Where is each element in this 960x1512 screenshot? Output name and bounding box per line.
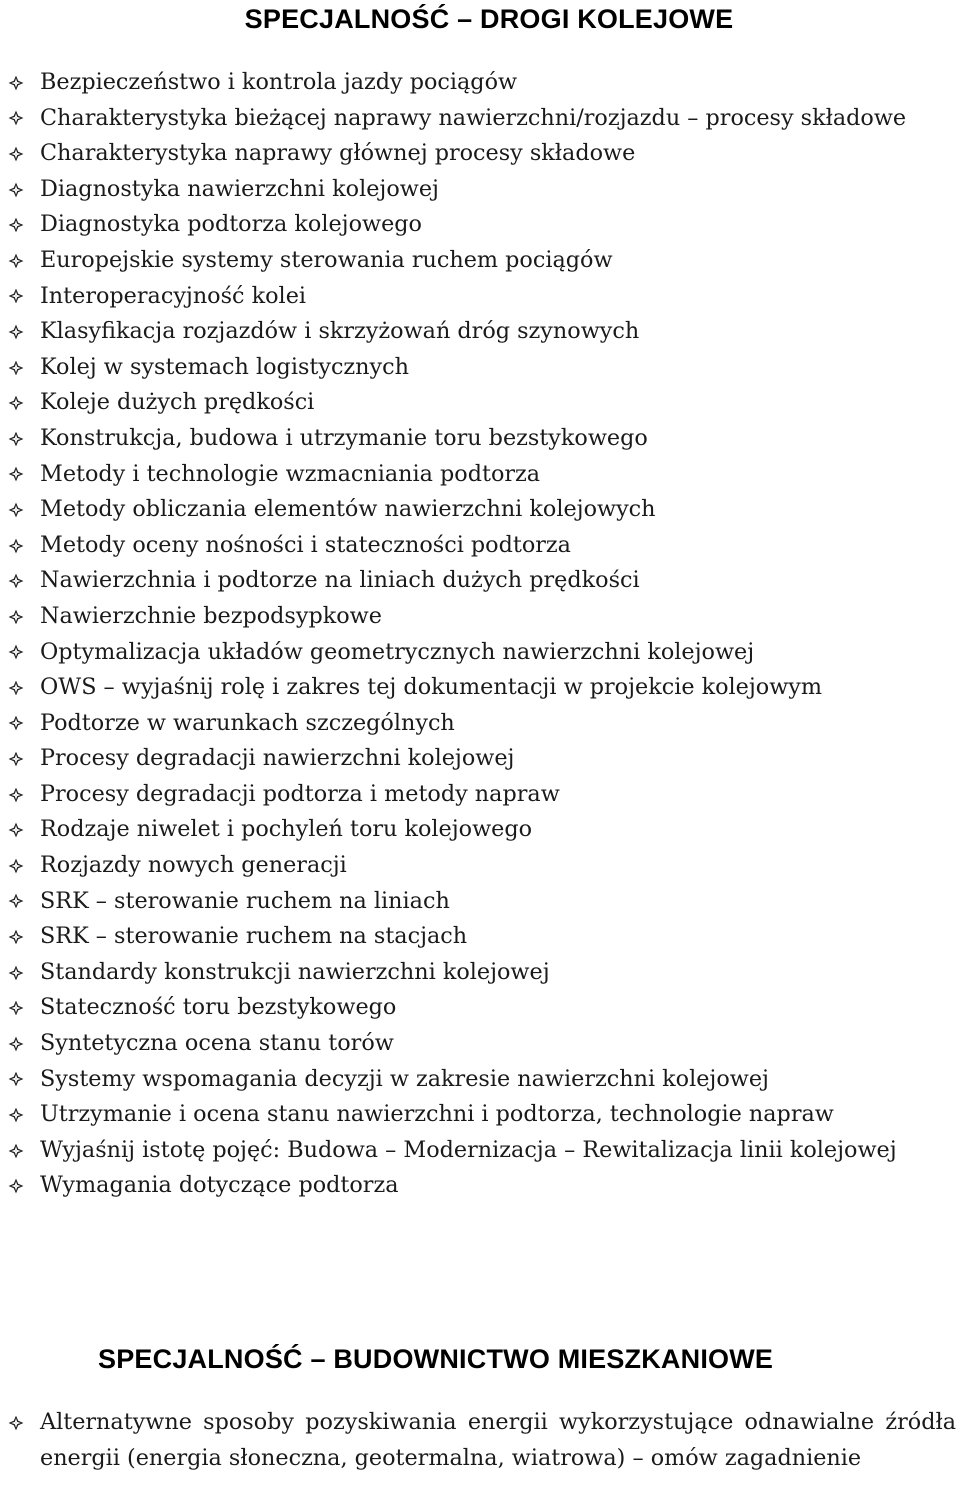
list-item-text: Charakterystyka naprawy głównej procesy składowe [40,140,636,167]
diamond-bullet-icon [4,1097,28,1133]
diamond-bullet-icon [4,1168,28,1204]
section-title-budownictwo-mieszkaniowe: SPECJALNOŚĆ – BUDOWNICTWO MIESZKANIOWE [98,1344,774,1374]
list-item [0,955,960,991]
diamond-bullet-icon [4,1133,28,1169]
diamond-bullet-icon [4,599,28,635]
list-item-text: Europejskie systemy sterowania ruchem pociągów [40,246,613,273]
diamond-bullet-icon [4,172,28,208]
list-item [0,457,960,493]
list-item-text: Wymagania dotyczące podtorza [40,1172,399,1199]
section-title-drogi-kolejowe: SPECJALNOŚĆ – DROGI KOLEJOWE [244,4,734,34]
diamond-bullet-icon [4,421,28,457]
diamond-bullet-icon [4,955,28,991]
diamond-bullet-icon [4,136,28,172]
list-item [0,1026,960,1062]
list-item [0,1405,960,1476]
list-item-text: Metody obliczania elementów nawierzchni kolejowych [40,496,656,523]
diamond-bullet-icon [4,385,28,421]
list-item-text: SRK – sterowanie ruchem na liniach [40,887,450,914]
list-item-text: Metody i technologie wzmacniania podtorza [40,460,541,487]
list-item-text: Rodzaje niwelet i pochyleń toru kolejowego [40,816,533,843]
list-item [0,350,960,386]
list-item [0,777,960,813]
list-item [0,528,960,564]
diamond-bullet-icon [4,563,28,599]
list-item-text: Standardy konstrukcji nawierzchni kolejowej [40,958,550,985]
diamond-bullet-icon [4,741,28,777]
list-item [0,812,960,848]
list-item-text: Alternatywne sposoby pozyskiwania energii wykorzystujące odnawialne źródła energii (energia słoneczna, geotermalna, wiatrowa) – omów zagadnienie [40,1409,956,1471]
list-item-text: Systemy wspomagania decyzji w zakresie nawierzchni kolejowej [40,1065,769,1092]
list-item-text: Diagnostyka podtorza kolejowego [40,211,422,238]
list-item [0,848,960,884]
diamond-bullet-icon [4,812,28,848]
diamond-bullet-icon [4,279,28,315]
list-item-text: Procesy degradacji nawierzchni kolejowej [40,745,515,772]
list-item-text: Wyjaśnij istotę pojęć: Budowa – Modernizacja – Rewitalizacja linii kolejowej [40,1136,897,1163]
diamond-bullet-icon [4,528,28,564]
diamond-bullet-icon [4,635,28,671]
list-item [0,1168,960,1204]
list-item-text: Nawierzchnia i podtorze na liniach dużych prędkości [40,567,640,594]
list-item [0,635,960,671]
list-item [0,1097,960,1133]
diamond-bullet-icon [4,207,28,243]
list-item [0,599,960,635]
list-item-text: Utrzymanie i ocena stanu nawierzchni i podtorza, technologie napraw [40,1101,834,1128]
list-item-text: Interoperacyjność kolei [40,282,307,309]
list-item-text: Kolej w systemach logistycznych [40,353,409,380]
diamond-bullet-icon [4,350,28,386]
list-item-text: Klasyfikacja rozjazdów i skrzyżowań dróg szynowych [40,318,640,345]
diamond-bullet-icon [4,1062,28,1098]
list-item [0,65,960,101]
list-item-text: Procesy degradacji podtorza i metody napraw [40,780,560,807]
diamond-bullet-icon [4,706,28,742]
diamond-bullet-icon [4,919,28,955]
list-item-text: Bezpieczeństwo i kontrola jazdy pociągów [40,69,518,95]
list-item-text: Charakterystyka bieżącej naprawy nawierzchni/rozjazdu – procesy składowe [40,104,907,131]
list-item-text: Koleje dużych prędkości [40,389,315,416]
list-item-text: Podtorze w warunkach szczególnych [40,709,455,736]
diamond-bullet-icon [4,848,28,884]
diamond-bullet-icon [4,101,28,137]
list-item-text: Rozjazdy nowych generacji [40,852,347,879]
list-item [0,101,960,137]
diamond-bullet-icon [4,1405,28,1441]
diamond-bullet-icon [4,65,28,101]
list-item [0,421,960,457]
diamond-bullet-icon [4,314,28,350]
list-item-text: OWS – wyjaśnij rolę i zakres tej dokumentacji w projekcie kolejowym [40,674,823,701]
list-item [0,670,960,706]
diamond-bullet-icon [4,670,28,706]
list-item [0,884,960,920]
list-item [0,314,960,350]
list-item [0,1133,960,1169]
list-item-text: Nawierzchnie bezpodsypkowe [40,602,382,629]
diamond-bullet-icon [4,884,28,920]
list-item-text: Konstrukcja, budowa i utrzymanie toru bezstykowego [40,424,648,451]
diamond-bullet-icon [4,777,28,813]
list-item [0,207,960,243]
diamond-bullet-icon [4,492,28,528]
list-item [0,990,960,1026]
list-item [0,279,960,315]
topic-list-budownictwo-mieszkaniowe [0,1405,960,1476]
list-item-text: Optymalizacja układów geometrycznych nawierzchni kolejowej [40,638,755,665]
list-item [0,136,960,172]
list-item [0,741,960,777]
diamond-bullet-icon [4,457,28,493]
diamond-bullet-icon [4,1026,28,1062]
list-item [0,1062,960,1098]
list-item-text: Stateczność toru bezstykowego [40,994,397,1021]
list-item [0,385,960,421]
list-item-text: Syntetyczna ocena stanu torów [40,1030,394,1057]
list-item [0,172,960,208]
list-item [0,919,960,955]
list-item [0,492,960,528]
diamond-bullet-icon [4,243,28,279]
diamond-bullet-icon [4,990,28,1026]
topic-list-drogi-kolejowe [0,65,960,1204]
list-item-text: SRK – sterowanie ruchem na stacjach [40,923,468,950]
list-item [0,706,960,742]
list-item [0,243,960,279]
list-item-text: Diagnostyka nawierzchni kolejowej [40,175,439,202]
list-item-text: Metody oceny nośności i stateczności podtorza [40,531,571,558]
list-item [0,563,960,599]
